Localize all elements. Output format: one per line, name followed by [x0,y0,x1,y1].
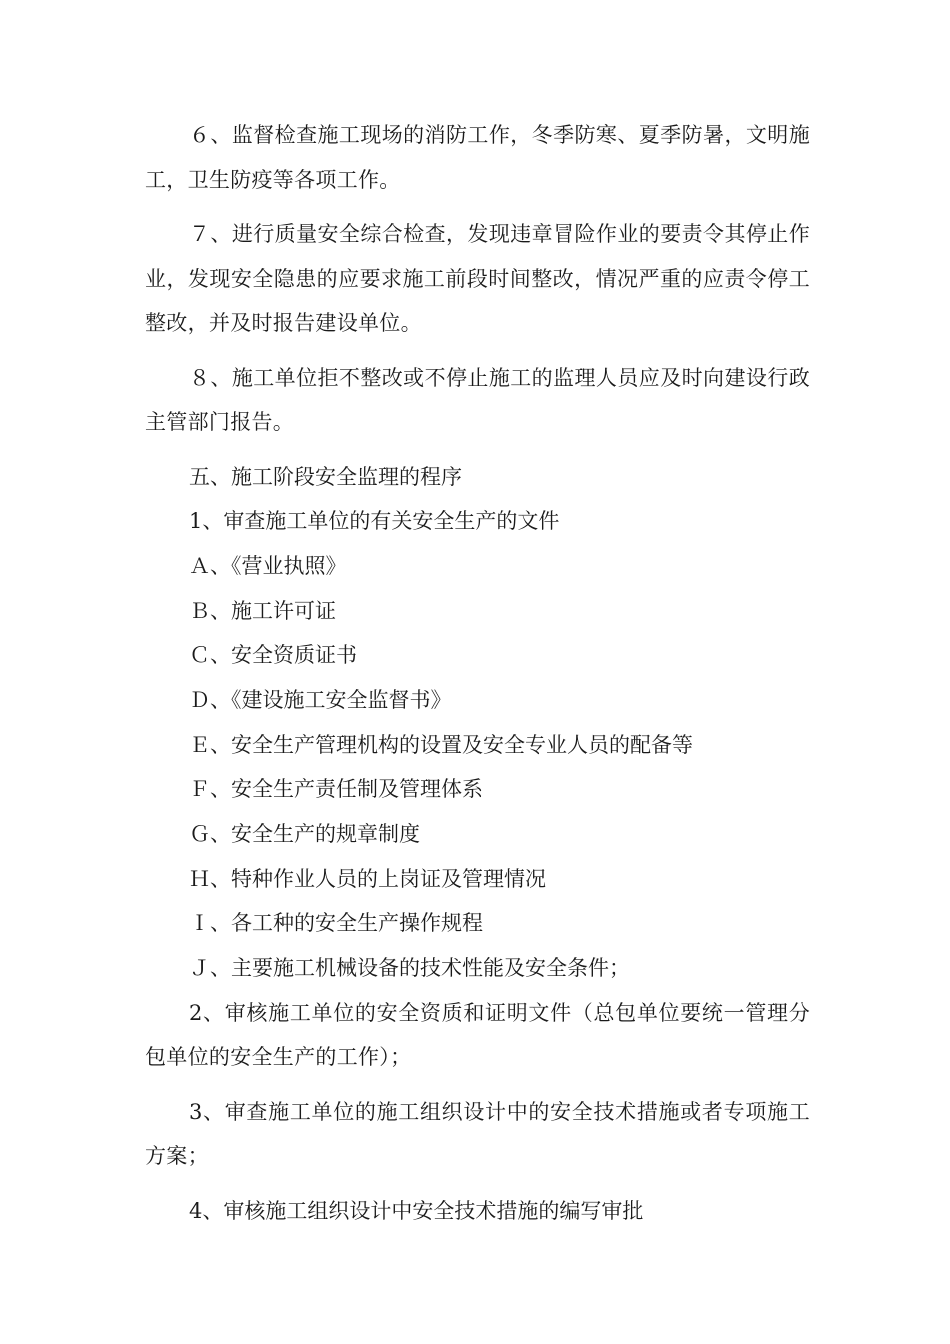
document-body [145,113,810,1233]
list-item-2: 2、审核施工单位的安全资质和证明文件（总包单位要统一管理分包单位的安全生产的工作）； [145,1000,810,1070]
sub-item-e: Ｅ、安全生产管理机构的设置及安全专业人员的配备等 [189,732,693,757]
sub-item-g: Ｇ、安全生产的规章制度 [189,822,420,846]
paragraph-7: ７、进行质量安全综合检查，发现违章冒险作业的要责令其停止作业，发现安全隐患的应要求施工前段时间整改，情况严重的应责令停工整改，并及时报告建设单位。 [145,222,810,335]
list-item-3: 3、审查施工单位的施工组织设计中的安全技术措施或者专项施工方案； [145,1099,810,1169]
paragraph-8: ８、施工单位拒不整改或不停止施工的监理人员应及时向建设行政主管部门报告。 [145,365,810,434]
sub-item-d: Ｄ、《建设施工安全监督书》 [189,687,452,712]
sub-item-f: Ｆ、安全生产责任制及管理体系 [189,777,483,802]
sub-item-a: Ａ、《营业执照》 [189,553,347,578]
paragraph-6: ６、监督检查施工现场的消防工作，冬季防寒、夏季防暑，文明施工，卫生防疫等各项工作。 [145,123,810,192]
sub-item-i: Ｉ、各工种的安全生产操作规程 [189,911,483,936]
sub-item-h: Ｈ、特种作业人员的上岗证及管理情况 [189,866,546,891]
list-item-1: 1、审查施工单位的有关安全生产的文件 [189,509,560,534]
sub-item-b: Ｂ、施工许可证 [189,598,336,623]
section-heading-5: 五、施工阶段安全监理的程序 [189,464,462,489]
sub-item-j: Ｊ、主要施工机械设备的技术性能及安全条件； [189,956,630,981]
list-item-4: 4、审核施工组织设计中安全技术措施的编写审批 [189,1198,644,1223]
sub-item-c: Ｃ、安全资质证书 [189,643,357,668]
